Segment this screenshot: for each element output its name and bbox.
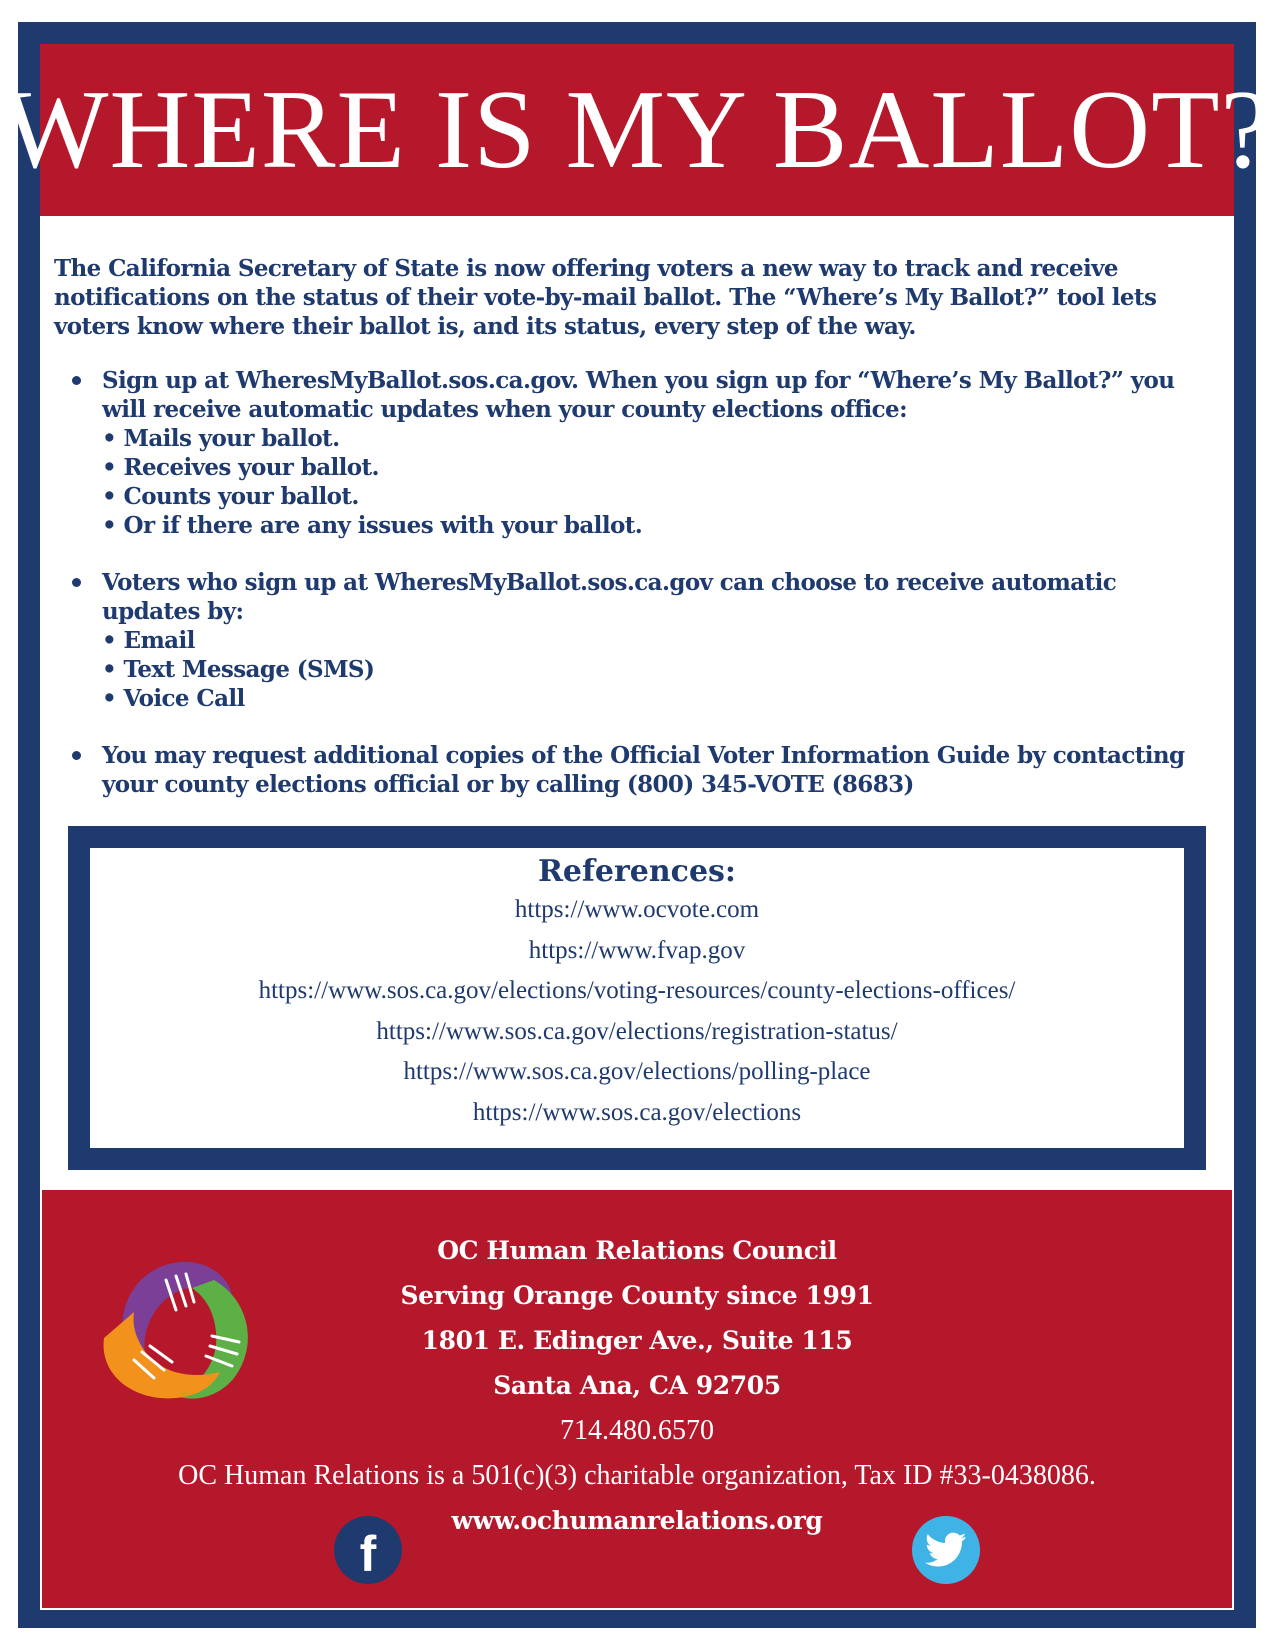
reference-link-polling-place[interactable]: https://www.sos.ca.gov/elections/polling-place: [403, 1058, 871, 1085]
address-line-2: Santa Ana, CA 92705: [493, 1371, 781, 1400]
bullet-icon: [72, 751, 81, 760]
references-panel: [90, 848, 1184, 1148]
org-tagline: Serving Orange County since 1991: [400, 1281, 874, 1310]
twitter-icon[interactable]: [912, 1516, 980, 1584]
sub-item: • Or if there are any issues with your ballot.: [102, 512, 643, 539]
list-item: [70, 568, 1220, 713]
reference-link-registration-status[interactable]: https://www.sos.ca.gov/elections/registration-status/: [376, 1017, 898, 1045]
list-item: [70, 366, 1220, 540]
info-list: [70, 366, 1220, 827]
address-line-1: 1801 E. Edinger Ave., Suite 115: [421, 1326, 853, 1355]
references-title: References:: [537, 854, 737, 889]
intro-paragraph: The California Secretary of State is now offering voters a new way to track and receive notifications on the status of their vote-by-mail ballot. The “Where’s My Ballot?” tool lets voters know where their ballot is, and its status, every step of the way.: [54, 255, 1157, 340]
sub-item: • Counts your ballot.: [102, 483, 359, 510]
contact-info: [42, 1228, 1232, 1543]
reference-link-elections[interactable]: https://www.sos.ca.gov/elections: [472, 1098, 802, 1126]
reference-link-county-offices[interactable]: https://www.sos.ca.gov/elections/voting-resources/county-elections-offices/: [258, 977, 1016, 1004]
footer: [42, 1190, 1232, 1608]
sub-item: • Text Message (SMS): [102, 656, 375, 683]
org-name: OC Human Relations Council: [437, 1236, 837, 1265]
bullet-icon: [72, 376, 81, 385]
nonprofit-statement: OC Human Relations is a 501(c)(3) charitable organization, Tax ID #33-0438086.: [178, 1460, 1096, 1491]
bullet-text: Voters who sign up at WheresMyBallot.sos.ca.gov can choose to receive automatic updates by:: [102, 569, 1117, 625]
title-banner: [2, 44, 1272, 216]
bullet-text: Sign up at WheresMyBallot.sos.ca.gov. When you sign up for “Where’s My Ballot?” you will receive automatic updates when your county elections office:: [102, 367, 1175, 423]
list-item: [70, 741, 1220, 799]
sub-item: • Mails your ballot.: [102, 425, 340, 452]
page-title: WHERE IS MY BALLOT?: [2, 67, 1272, 192]
bullet-text: You may request additional copies of the Official Voter Information Guide by contacting your county elections official or by calling (800) 345-VOTE (8683): [102, 742, 1185, 798]
sub-item: • Voice Call: [102, 685, 245, 712]
references-box: [68, 826, 1206, 1170]
phone-number: 714.480.6570: [560, 1415, 714, 1446]
reference-link-fvap[interactable]: https://www.fvap.gov: [528, 936, 746, 964]
sub-item: • Email: [102, 627, 195, 654]
reference-link-ocvote[interactable]: https://www.ocvote.com: [514, 896, 760, 923]
sub-item: • Receives your ballot.: [102, 454, 379, 481]
bullet-icon: [72, 578, 81, 587]
facebook-icon[interactable]: f: [334, 1516, 402, 1584]
website-link[interactable]: www.ochumanrelations.org: [451, 1506, 823, 1535]
